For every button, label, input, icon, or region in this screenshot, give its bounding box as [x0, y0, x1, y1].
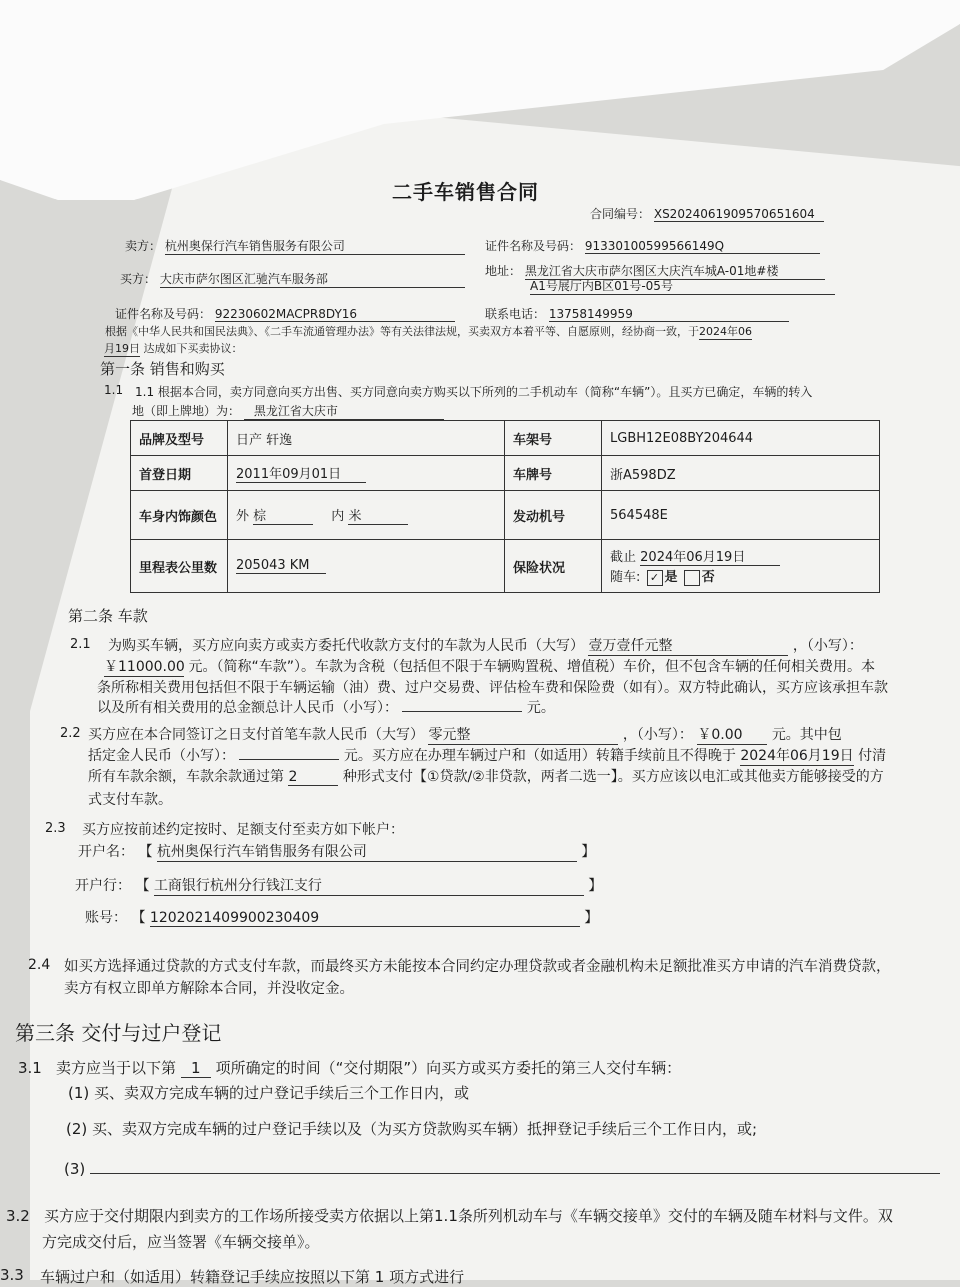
- clause-2-3-text: 买方应按前述约定按时、足额支付至卖方如下帐户：: [82, 822, 404, 838]
- document-title: 二手车销售合同: [392, 180, 539, 204]
- engine-label: 发动机号: [505, 491, 602, 540]
- seller-id-row: [485, 237, 820, 254]
- clause-3-2-number: 3.2: [6, 1207, 30, 1225]
- clause-2-2-line1: [88, 724, 842, 745]
- vin-label: 车架号: [505, 421, 602, 456]
- clause-text: 为购买车辆，买方应向卖方或卖方委托代收款方支付的车款为人民币（大写）: [108, 638, 584, 654]
- article1-title: 第一条 销售和购买: [100, 360, 225, 378]
- intro-text: 根据《中华人民共和国民法典》、《二手车流通管理办法》等有关法律法规，买卖双方本着平等、自愿原则，经协商一致，于: [105, 325, 699, 338]
- reg-date-value: 2011年09月01日: [236, 463, 366, 483]
- account-number-value: 1202021409900230409: [150, 910, 580, 927]
- clause-text: 元。（简称“车款”）。车款为含税（包括但不限于车辆购置税、增值税）车价，但不包含车辆的任何相关费用。本: [188, 659, 875, 675]
- clause-text: 元。其中包: [771, 727, 842, 743]
- clause-1-1-number: 1.1: [104, 383, 124, 397]
- buyer-phone-row: [485, 305, 789, 322]
- seller-value: 杭州奥保行汽车销售服务有限公司: [165, 237, 465, 255]
- clause-2-2-number: 2.2: [60, 726, 81, 741]
- bracket-close: 】: [584, 910, 599, 926]
- clause-3-1-number: 3.1: [18, 1059, 42, 1077]
- brand-value: 日产 轩逸: [228, 421, 505, 456]
- buyer-id-row: [115, 305, 455, 322]
- table-row: [131, 421, 880, 456]
- clause-2-1-line3: 条所称相关费用包括但不限于车辆运输（油）费、过户交易费、评估检车费和保险费（如有）。双方特此确认，买方应该承担车款: [97, 680, 888, 696]
- clause-1-1-text2: [132, 402, 444, 420]
- clause-2-1-line2: [104, 656, 875, 677]
- clause-2-4-line1: 如买方选择通过贷款的方式支付车款，而最终买方未能按本合同约定办理贷款或者金融机构未足额批准买方申请的汽车消费贷款，: [64, 959, 891, 975]
- buyer-address-row2: [530, 277, 835, 295]
- transfer-place-label: 地（即上牌地）为：: [132, 404, 241, 418]
- clause-text: 所有车款余额，车款余款通过第: [88, 769, 284, 785]
- insurance-label: 保险状况: [505, 540, 602, 593]
- buyer-label: 买方：: [120, 272, 157, 286]
- clause-1-1-text1: 1.1 根据本合同，卖方同意向买方出售、买方同意向卖方购买以下所列的二手机动车（简称“车辆”）。且买方已确定，车辆的转入: [135, 385, 813, 399]
- insurance-follow-label: 随车:: [610, 570, 641, 586]
- intro-line1: [105, 323, 752, 340]
- account-number-row: [85, 907, 598, 927]
- clause-text: 付清: [858, 748, 887, 764]
- clause-text: 元。: [526, 700, 555, 716]
- plate-value: 浙A598DZ: [602, 456, 880, 491]
- no-checkbox[interactable]: [684, 570, 700, 586]
- transfer-place: 黑龙江省大庆市: [244, 402, 444, 420]
- clause-2-3-number: 2.3: [45, 821, 66, 836]
- clause-text: 以及所有相关费用的总金额总计人民币（小写）：: [97, 700, 398, 716]
- clause-2-4-line2: 卖方有权立即单方解除本合同，并没收定金。: [64, 981, 354, 997]
- intro-date-part1: 2024年06: [699, 325, 752, 338]
- brand-label: 品牌及型号: [131, 421, 228, 456]
- intro-text2: 达成如下买卖协议：: [143, 342, 243, 355]
- reg-date-cell: [228, 456, 505, 491]
- clause-2-4-number: 2.4: [28, 957, 51, 973]
- buyer-address-line1: 黑龙江省大庆市萨尔图区大庆汽车城A-01地#楼: [525, 262, 825, 280]
- mileage-cell: [228, 540, 505, 593]
- yes-label: 是: [664, 570, 678, 586]
- clause-3-3-text: 车辆过户和（如适用）转籍登记手续应按照以下第 1 项方式进行: [40, 1268, 465, 1286]
- bank-value: 工商银行杭州分行钱江支行: [154, 875, 584, 896]
- bracket-close: 】: [581, 844, 596, 860]
- interior-label: 内: [331, 509, 345, 524]
- bank-row: [75, 875, 602, 896]
- down-payment-lower: ￥0.00: [697, 724, 767, 745]
- delivery-option-3: [64, 1155, 940, 1178]
- reg-date-label: 首登日期: [131, 456, 228, 491]
- color-label: 车身内饰颜色: [131, 491, 228, 540]
- insurance-date: 2024年06月19日: [640, 546, 780, 566]
- bracket-open: 【: [138, 844, 153, 860]
- seller-row: [125, 237, 465, 255]
- clause-2-2-line4: 式支付车款。: [88, 792, 172, 808]
- interior-color: 米: [348, 505, 408, 525]
- mileage-label: 里程表公里数: [131, 540, 228, 593]
- plate-label: 车牌号: [505, 456, 602, 491]
- intro-date-part2: 月19日: [104, 342, 140, 355]
- table-row: [131, 491, 880, 540]
- clause-text: 卖方应当于以下第: [56, 1059, 177, 1077]
- down-payment-upper: 零元整: [428, 724, 618, 745]
- vin-value: LGBH12E08BY204644: [602, 421, 880, 456]
- buyer-row: [120, 270, 465, 288]
- clause-3-2-line2: 方完成交付后，应当签署《车辆交接单》。: [42, 1233, 320, 1251]
- exterior-label: 外: [236, 509, 250, 524]
- contract-number-value: XS2024061909570651604: [654, 207, 824, 222]
- vehicle-info-table: [130, 420, 880, 593]
- seller-label: 卖方：: [125, 239, 162, 253]
- clause-2-1-line1: [108, 635, 863, 656]
- clause-text: 元。买方应在办理车辆过户和（如适用）转籍手续前且不得晚于: [343, 748, 736, 764]
- contract-number-label: 合同编号：: [590, 207, 651, 221]
- option-3-label: (3): [64, 1160, 86, 1178]
- clause-text: 买方应在本合同签订之日支付首笔车款人民币（大写）: [88, 727, 424, 743]
- clause-2-1-number: 2.1: [70, 637, 91, 652]
- delivery-option-2: (2) 买、卖双方完成车辆的过户登记手续以及（为买方贷款购买车辆）抵押登记手续后三个工作日内，或;: [66, 1120, 758, 1138]
- bracket-open: 【: [135, 878, 150, 894]
- table-row: [131, 540, 880, 593]
- bracket-open: 【: [131, 910, 146, 926]
- account-number-label: 账号：: [85, 910, 127, 926]
- buyer-phone-value: 13758149959: [549, 307, 789, 322]
- no-label: 否: [701, 570, 715, 586]
- clause-3-2-line1: 买方应于交付期限内到卖方的工作场所接受卖方依据以上第1.1条所列机动车与《车辆交接单》交付的车辆及随车材料与文件。双: [44, 1207, 893, 1225]
- clause-3-3-number: 3.3: [0, 1266, 24, 1284]
- buyer-address-label: 地址：: [485, 264, 522, 278]
- delivery-option-1: (1) 买、卖双方完成车辆的过户登记手续后三个工作日内，或: [68, 1084, 470, 1102]
- article2-title: 第二条 车款: [68, 607, 148, 625]
- yes-checkbox[interactable]: ✓: [647, 570, 663, 586]
- clause-text: ，（小写）：: [792, 638, 863, 654]
- article3-title: 第三条 交付与过户登记: [15, 1021, 222, 1045]
- buyer-address-line2: A1号展厅内B区01号-05号: [530, 277, 835, 295]
- contract-number: [590, 205, 824, 222]
- clause-text: 项所确定的时间（“交付期限”）向买方或买方委托的第三人交付车辆：: [215, 1059, 682, 1077]
- mileage-value: 205043 KM: [236, 558, 326, 574]
- clause-text: 括定金人民币（小写）：: [88, 748, 235, 764]
- insurance-until-label: 截止: [610, 550, 637, 566]
- insurance-cell: [602, 540, 880, 593]
- bracket-close: 】: [588, 878, 603, 894]
- clause-text: 种形式支付【①贷款/②非贷款，两者二选一】。买方应该以电汇或其他卖方能够接受的方: [342, 769, 884, 785]
- color-cell: [228, 491, 505, 540]
- buyer-id-value: 92230602MACPR8DY16: [215, 307, 455, 322]
- price-upper: 壹万壹仟元整: [588, 635, 788, 656]
- buyer-phone-label: 联系电话：: [485, 307, 546, 321]
- payment-method: 2: [288, 769, 338, 786]
- seller-id-value: 91330100599566149Q: [585, 239, 820, 254]
- clause-2-2-line3: [88, 766, 884, 786]
- account-name-value: 杭州奥保行汽车销售服务有限公司: [157, 841, 577, 862]
- bank-label: 开户行：: [75, 878, 131, 894]
- engine-value: 564548E: [602, 491, 880, 540]
- exterior-color: 棕: [253, 505, 313, 525]
- clause-2-1-line4: [97, 697, 555, 717]
- intro-line2: [104, 340, 243, 357]
- price-lower: ￥11000.00: [104, 656, 184, 677]
- clause-2-2-line2: [88, 745, 886, 766]
- account-name-label: 开户名：: [78, 844, 134, 860]
- buyer-id-label: 证件名称及号码：: [115, 307, 212, 321]
- buyer-value: 大庆市萨尔图区汇驰汽车服务部: [160, 270, 465, 288]
- seller-id-label: 证件名称及号码：: [485, 239, 582, 253]
- table-row: [131, 456, 880, 491]
- delivery-option-number: 1: [181, 1059, 211, 1078]
- balance-deadline: 2024年06月19日: [740, 745, 853, 766]
- clause-text: ，（小写）：: [622, 727, 693, 743]
- clause-3-1-text: [56, 1057, 681, 1078]
- account-name-row: [78, 841, 595, 862]
